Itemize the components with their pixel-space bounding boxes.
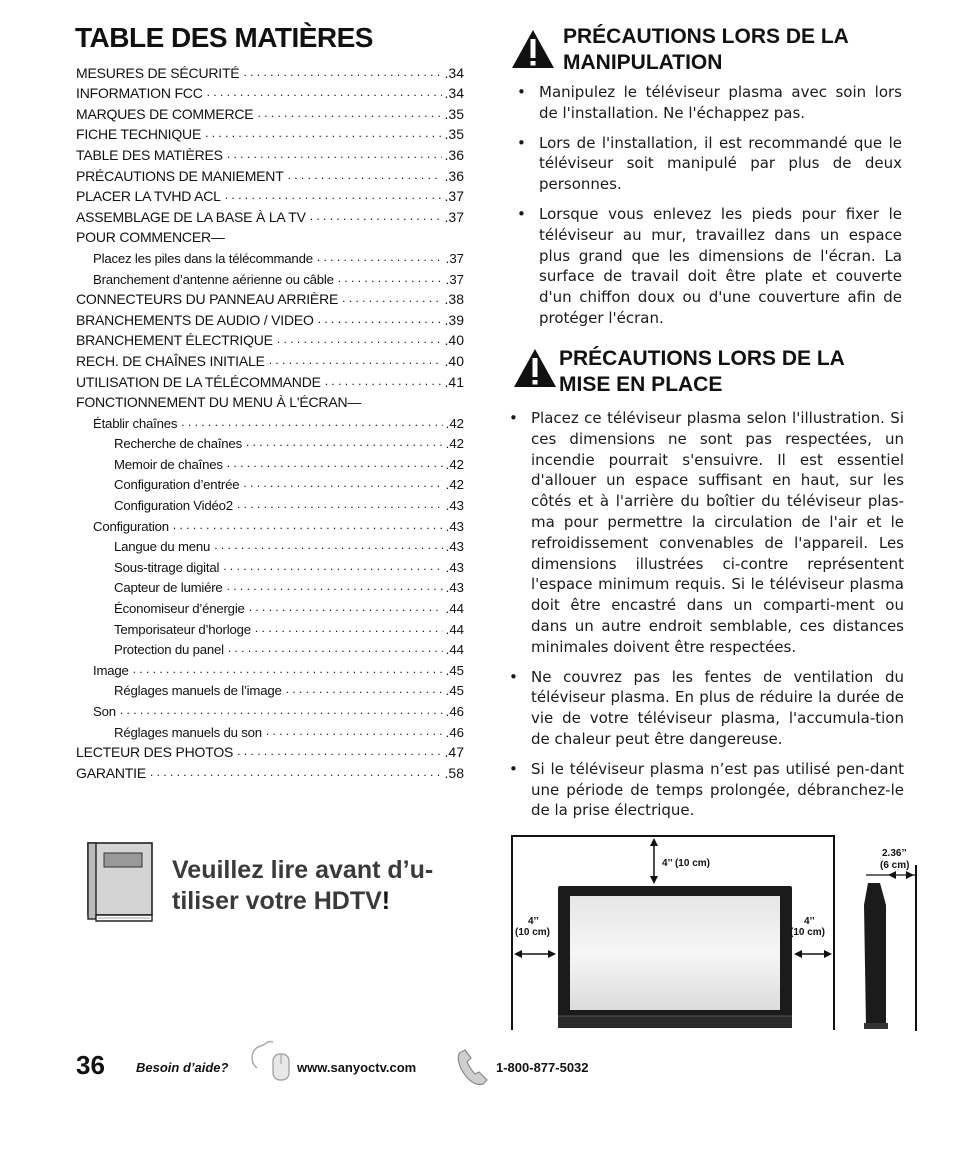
toc-entry-page: .40 bbox=[444, 352, 464, 369]
toc-entry-page: .44 bbox=[445, 601, 464, 617]
toc-entry-label: Temporisateur d’horloge bbox=[114, 621, 251, 637]
toc-dot-leader bbox=[214, 538, 442, 552]
toc-entry[interactable] bbox=[76, 287, 464, 308]
toc-entry-page: .43 bbox=[445, 518, 464, 534]
website-link[interactable]: www.sanyoctv.com bbox=[297, 1060, 417, 1075]
toc-dot-leader bbox=[205, 126, 441, 140]
toc-entry-label: MARQUES DE COMMERCE bbox=[76, 105, 254, 122]
toc-entry[interactable] bbox=[76, 225, 464, 246]
toc-entry[interactable] bbox=[76, 698, 464, 719]
toc-entry[interactable] bbox=[76, 616, 464, 637]
toc-entry-page: .46 bbox=[445, 704, 464, 719]
toc-entry[interactable] bbox=[76, 719, 464, 740]
toc-entry-label: BRANCHEMENT ÉLECTRIQUE bbox=[76, 332, 273, 349]
bullet-icon: • bbox=[517, 133, 526, 152]
toc-entry-page: .40 bbox=[444, 332, 464, 349]
toc-dot-leader bbox=[246, 435, 443, 449]
toc-entry[interactable] bbox=[76, 760, 464, 781]
toc-entry-label: Recherche de chaînes bbox=[114, 436, 242, 452]
toc-entry[interactable] bbox=[76, 245, 464, 266]
right-clearance-label-1: 4’’ bbox=[804, 916, 815, 927]
toc-entry-page: .37 bbox=[444, 208, 464, 225]
toc-entry[interactable] bbox=[76, 513, 464, 534]
toc-entry[interactable] bbox=[76, 595, 464, 616]
toc-entry-page: .36 bbox=[444, 146, 464, 163]
toc-entry-label: PLACER LA TVHD ACL bbox=[76, 188, 221, 205]
handling-heading-line2: MANIPULATION bbox=[563, 51, 723, 74]
toc-entry-label: ASSEMBLAGE DE LA BASE À LA TV bbox=[76, 208, 306, 225]
toc-entry-label: Économiseur d’énergie bbox=[114, 601, 245, 617]
toc-dot-leader bbox=[237, 497, 443, 511]
toc-entry[interactable] bbox=[76, 390, 464, 411]
toc-dot-leader bbox=[228, 641, 443, 655]
toc-entry[interactable] bbox=[76, 472, 464, 493]
toc-entry[interactable] bbox=[76, 637, 464, 658]
toc-entry[interactable] bbox=[76, 369, 464, 390]
toc-entry[interactable] bbox=[76, 657, 464, 678]
toc-dot-leader bbox=[318, 312, 442, 326]
toc-entry-page: .37 bbox=[445, 271, 464, 287]
list-item bbox=[515, 82, 902, 124]
toc-entry-page: .43 bbox=[445, 539, 464, 555]
left-clearance-label-2: (10 cm) bbox=[515, 927, 551, 938]
placement-heading-line2: MISE EN PLACE bbox=[559, 373, 723, 396]
right-clearance-label-2: (10 cm) bbox=[790, 927, 826, 938]
placement-heading bbox=[559, 346, 845, 398]
toc-entry[interactable] bbox=[76, 328, 464, 349]
toc-entry-page: .39 bbox=[444, 311, 464, 328]
list-item bbox=[515, 204, 902, 329]
left-clearance-label-1: 4’’ bbox=[528, 916, 539, 927]
toc-entry-label: Langue du menu bbox=[114, 539, 211, 555]
toc-entry-label: LECTEUR DES PHOTOS bbox=[76, 744, 234, 761]
toc-entry-label: Configuration Vidéo2 bbox=[114, 498, 233, 514]
bullet-icon: • bbox=[517, 83, 526, 101]
note-line1: Veuillez lire avant d’u- bbox=[172, 856, 434, 884]
bullet-icon: • bbox=[509, 667, 518, 686]
toc-entry-page: .43 bbox=[445, 498, 464, 514]
toc-dot-leader bbox=[277, 332, 442, 346]
placement-bullet-list bbox=[507, 408, 904, 830]
toc-entry-label: Branchement d’antenne aérienne ou câble bbox=[93, 271, 334, 287]
toc-entry-page: .46 bbox=[445, 724, 464, 740]
toc-entry[interactable] bbox=[76, 307, 464, 328]
toc-entry[interactable] bbox=[76, 204, 464, 225]
toc-dot-leader bbox=[317, 250, 443, 264]
bullet-text: Manipulez le téléviseur plasma avec soin lors de l'installation. Ne l'échappez pas. bbox=[539, 83, 902, 122]
toc-dot-leader bbox=[338, 271, 443, 285]
toc-entry[interactable] bbox=[76, 184, 464, 205]
list-item bbox=[507, 667, 904, 750]
toc-entry[interactable] bbox=[76, 740, 464, 761]
toc-dot-leader bbox=[237, 744, 441, 758]
bullet-text: Placez ce téléviseur plasma selon l'illustration. Si ces dimensions ne sont pas respectées, un incendie pourrait s'ensuivre. Il est essentiel d'allouer un espace suffisant en haut, sur les côtés et à l'arrière du boîtier du téléviseur plas-ma pour permettre la circulation de l'air et le refroidissement convenables de l'appareil. Les dimensions illustrées ci-contre représentent l'espace minimum requis. Si le téléviseur plasma doit être encastré dans un comparti-ment ou dans un autre endroit semblable, ces distances minimales doivent être respectées. bbox=[531, 409, 904, 656]
toc-entry-page: .42 bbox=[445, 436, 464, 452]
placement-heading-line1: PRÉCAUTIONS LORS DE LA bbox=[559, 347, 845, 370]
toc-entry-label: Placez les piles dans la télécommande bbox=[93, 250, 313, 266]
side-clearance-label-2: (6 cm) bbox=[880, 860, 910, 871]
book-icon bbox=[84, 841, 156, 923]
toc-entry-label: Réglages manuels du son bbox=[114, 724, 262, 740]
toc-entry-label: Configuration bbox=[93, 518, 169, 534]
mouse-icon bbox=[243, 1038, 293, 1082]
toc-entry-label: Réglages manuels de l’image bbox=[114, 683, 282, 699]
list-item bbox=[507, 759, 904, 821]
toc-dot-leader bbox=[257, 106, 441, 120]
toc-entry-page: .45 bbox=[445, 662, 464, 678]
toc-dot-leader bbox=[310, 209, 442, 223]
top-clearance-label: 4’’ (10 cm) bbox=[662, 858, 710, 869]
toc-list bbox=[76, 60, 464, 781]
toc-dot-leader bbox=[249, 600, 443, 614]
side-clearance-diagram bbox=[852, 845, 922, 1031]
handling-heading-line1: PRÉCAUTIONS LORS DE LA bbox=[563, 25, 849, 48]
toc-entry-label: Configuration d’entrée bbox=[114, 477, 240, 493]
side-clearance-label-1: 2.36’’ bbox=[882, 848, 907, 859]
toc-entry[interactable] bbox=[76, 575, 464, 596]
toc-entry-page: .45 bbox=[445, 683, 464, 699]
toc-dot-leader bbox=[227, 579, 443, 593]
toc-entry-page: .37 bbox=[444, 188, 464, 205]
toc-entry-label: Protection du panel bbox=[114, 642, 224, 658]
toc-entry-page: .43 bbox=[445, 580, 464, 596]
list-item bbox=[507, 408, 904, 658]
toc-entry-page: .44 bbox=[445, 621, 464, 637]
warning-icon bbox=[512, 347, 558, 389]
toc-dot-leader bbox=[150, 765, 442, 779]
toc-title: TABLE DES MATIÈRES bbox=[75, 22, 373, 53]
toc-entry-page: .35 bbox=[444, 105, 464, 122]
toc-entry-page: .37 bbox=[445, 250, 464, 266]
toc-entry-page: .58 bbox=[444, 764, 464, 781]
warning-icon bbox=[510, 28, 556, 70]
toc-dot-leader bbox=[225, 188, 442, 202]
toc-entry[interactable] bbox=[76, 163, 464, 184]
bullet-text: Lorsque vous enlevez les pieds pour fixer le téléviseur au mur, travaillez dans un espace plus grand que les dimensions de l'écran. La surface de travail doit être plate et couverte d'un chiffon doux ou d'une couverture afin de protéger l'écran. bbox=[539, 204, 902, 327]
bullet-icon: • bbox=[509, 759, 518, 778]
toc-entry-label: FONCTIONNEMENT DU MENU À L'ÉCRAN— bbox=[76, 394, 362, 411]
note-line2-text: tiliser votre HDTV bbox=[172, 887, 382, 915]
toc-dot-leader bbox=[288, 168, 442, 182]
toc-dot-leader bbox=[286, 682, 443, 696]
toc-entry-label: GARANTIE bbox=[76, 764, 146, 781]
phone-number[interactable]: 1-800-877-5032 bbox=[496, 1060, 589, 1075]
toc-entry[interactable] bbox=[76, 451, 464, 472]
toc-entry[interactable] bbox=[76, 142, 464, 163]
bullet-text: Lors de l'installation, il est recommandé que le téléviseur soit manipulé par plus de deux personnes. bbox=[539, 133, 902, 194]
toc-dot-leader bbox=[342, 291, 441, 305]
toc-entry[interactable] bbox=[76, 410, 464, 431]
toc-dot-leader bbox=[227, 147, 442, 161]
toc-entry-label: MESURES DE SÉCURITÉ bbox=[76, 64, 240, 81]
toc-entry[interactable] bbox=[76, 81, 464, 102]
help-text: Besoin d’aide? bbox=[136, 1060, 229, 1075]
bullet-icon: • bbox=[517, 204, 526, 223]
toc-entry[interactable] bbox=[76, 534, 464, 555]
toc-entry[interactable] bbox=[76, 266, 464, 287]
read-before-use-note bbox=[172, 855, 462, 917]
toc-entry-page: .42 bbox=[445, 415, 464, 431]
toc-entry-label: Établir chaînes bbox=[93, 415, 178, 431]
toc-entry-page: .38 bbox=[444, 291, 464, 308]
toc-entry-page: .42 bbox=[445, 477, 464, 493]
toc-entry[interactable] bbox=[76, 348, 464, 369]
toc-entry-label: FICHE TECHNIQUE bbox=[76, 126, 202, 143]
toc-entry-page: .41 bbox=[444, 373, 464, 390]
toc-dot-leader bbox=[120, 703, 443, 717]
phone-icon bbox=[455, 1046, 497, 1086]
toc-entry[interactable] bbox=[76, 60, 464, 81]
clearance-diagram bbox=[510, 834, 838, 1030]
toc-entry[interactable] bbox=[76, 122, 464, 143]
bullet-icon: • bbox=[509, 409, 518, 427]
toc-entry-label: Memoir de chaînes bbox=[114, 456, 223, 472]
toc-entry[interactable] bbox=[76, 431, 464, 452]
toc-entry-label: RECH. DE CHAÎNES INITIALE bbox=[76, 352, 265, 369]
toc-dot-leader bbox=[243, 476, 442, 490]
toc-entry-label: CONNECTEURS DU PANNEAU ARRIÈRE bbox=[76, 291, 339, 308]
toc-entry[interactable] bbox=[76, 101, 464, 122]
toc-dot-leader bbox=[181, 415, 442, 429]
toc-entry-label: TABLE DES MATIÈRES bbox=[76, 146, 223, 163]
toc-entry-page: .35 bbox=[444, 126, 464, 143]
toc-entry-page: .44 bbox=[445, 642, 464, 658]
toc-entry-page: .42 bbox=[445, 456, 464, 472]
toc-entry-label: BRANCHEMENTS DE AUDIO / VIDEO bbox=[76, 311, 314, 328]
toc-entry-label: Capteur de lumiére bbox=[114, 580, 223, 596]
toc-entry-label: POUR COMMENCER— bbox=[76, 229, 225, 246]
toc-entry[interactable] bbox=[76, 678, 464, 699]
bullet-text: Si le téléviseur plasma n’est pas utilisé pen-dant une période de temps prolongée, débranchez-le de la prise électrique. bbox=[531, 759, 904, 820]
toc-entry-label: UTILISATION DE LA TÉLÉCOMMANDE bbox=[76, 373, 321, 390]
toc-dot-leader bbox=[266, 724, 443, 738]
toc-entry-label: Image bbox=[93, 662, 129, 678]
toc-entry-label: Son bbox=[93, 704, 116, 719]
list-item bbox=[515, 133, 902, 195]
note-line2 bbox=[172, 886, 462, 917]
toc-dot-leader bbox=[269, 353, 442, 367]
toc-dot-leader bbox=[243, 65, 441, 79]
toc-entry-page: .47 bbox=[444, 744, 464, 761]
toc-entry[interactable] bbox=[76, 554, 464, 575]
note-exclaim: ! bbox=[381, 887, 391, 915]
toc-entry-page: .34 bbox=[444, 64, 464, 81]
toc-dot-leader bbox=[223, 559, 442, 573]
toc-dot-leader bbox=[227, 456, 443, 470]
toc-entry[interactable] bbox=[76, 492, 464, 513]
toc-dot-leader bbox=[207, 85, 442, 99]
toc-entry-page: .43 bbox=[445, 559, 464, 575]
toc-dot-leader bbox=[325, 374, 442, 388]
toc-entry-page: .34 bbox=[444, 85, 464, 102]
toc-dot-leader bbox=[255, 621, 443, 635]
page-number: 36 bbox=[76, 1050, 105, 1080]
toc-entry-label: Sous-titrage digital bbox=[114, 559, 220, 575]
toc-entry-label: PRÉCAUTIONS DE MANIEMENT bbox=[76, 167, 284, 184]
toc-entry-page: .36 bbox=[444, 167, 464, 184]
toc-dot-leader bbox=[173, 518, 443, 532]
handling-bullet-list bbox=[515, 82, 902, 338]
toc-entry-label: INFORMATION FCC bbox=[76, 85, 203, 102]
toc-dot-leader bbox=[133, 662, 443, 676]
handling-heading bbox=[563, 24, 849, 76]
bullet-text: Ne couvrez pas les fentes de ventilation du téléviseur plasma. En plus de réduire la durée de vie de votre téléviseur plasma, l'accumula-tion de chaleur peut être dangereuse. bbox=[531, 667, 904, 748]
